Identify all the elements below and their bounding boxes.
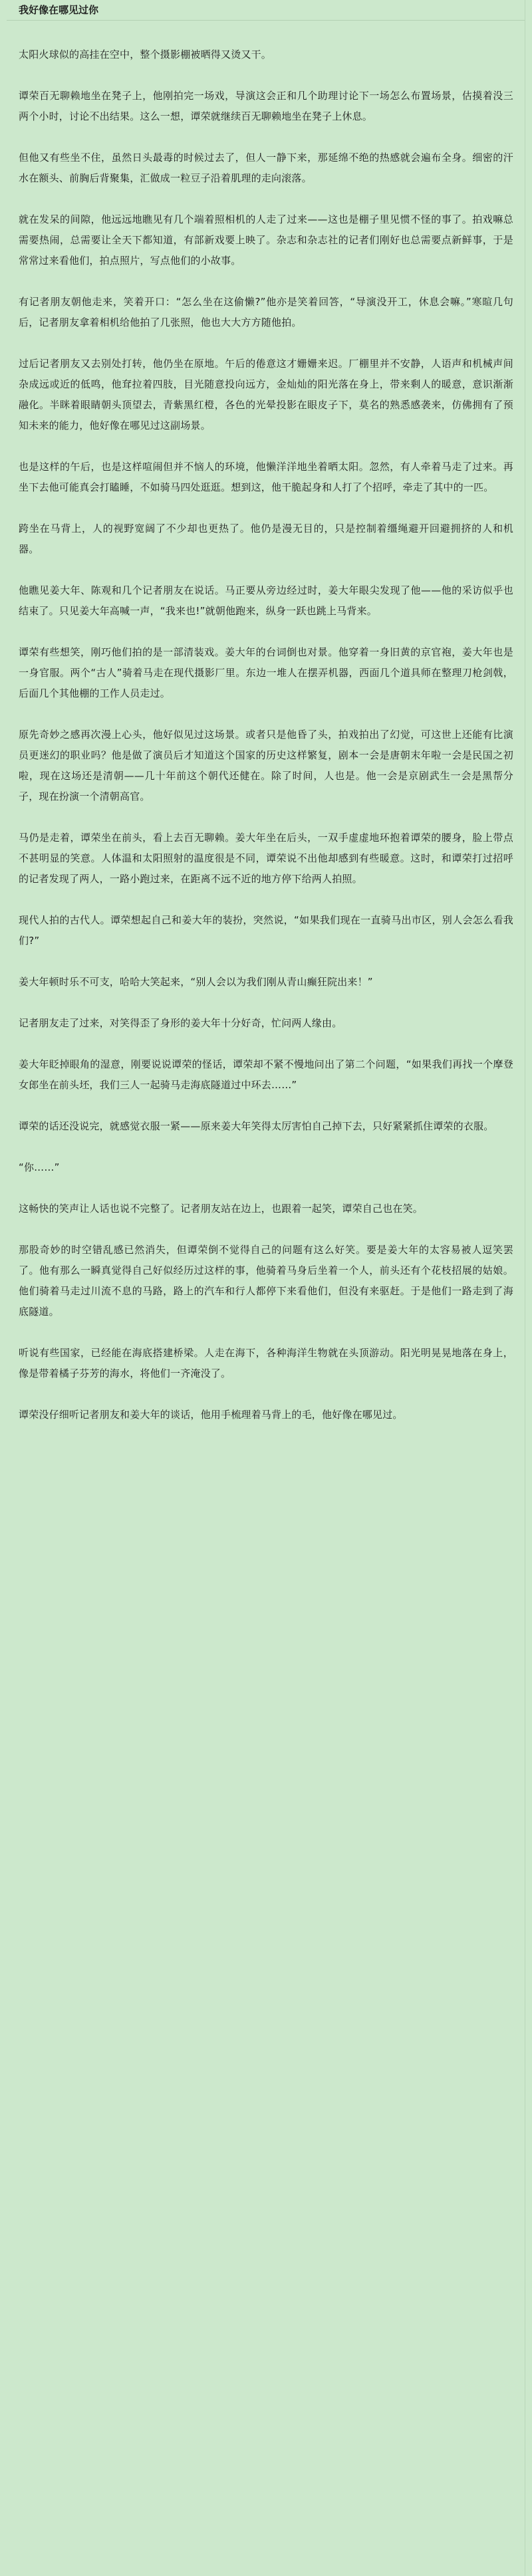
paragraph: 记者朋友走了过来，对笑得歪了身形的姜大年十分好奇，忙问两人缘由。 bbox=[19, 1017, 342, 1029]
paragraph: 跨坐在马背上，人的视野宽阔了不少却也更热了。他仍是漫无目的，只是控制着缰绳避开回避拥挤的人和机器。 bbox=[19, 523, 513, 555]
paragraph: 谭荣的话还没说完，就感觉衣服一紧——原来姜大年笑得太厉害怕自己掉下去，只好紧紧抓住谭荣的衣服。 bbox=[19, 1120, 494, 1132]
paragraph: 太阳火球似的高挂在空中，整个摄影棚被晒得又烫又干。 bbox=[19, 49, 272, 60]
paragraph: 姜大年顿时乐不可支，哈哈大笑起来，“别人会以为我们刚从青山癫狂院出来！” bbox=[19, 976, 373, 988]
paragraph: 现代人拍的古代人。谭荣想起自己和姜大年的装扮，突然说，“如果我们现在一直骑马出市区，别人会怎么看我们?” bbox=[19, 914, 513, 947]
paragraph: 但他又有些坐不住，虽然日头最毒的时候过去了，但人一静下来，那延绵不绝的热感就会遍布全身。细密的汗水在额头、前胸后背聚集，汇做成一粒豆子沿着肌理的走向滚落。 bbox=[19, 152, 513, 184]
paragraph: 有记者朋友朝他走来，笑着开口：“怎么坐在这偷懒?”他亦是笑着回答，“导演没开工，休息会嘛。”寒暄几句后，记者朋友拿着相机给他拍了几张照，他也大大方方随他拍。 bbox=[19, 296, 513, 328]
paragraph: 马仍是走着，谭荣坐在前头，看上去百无聊赖。姜大年坐在后头，一双手虚虚地环抱着谭荣的腰身，脸上带点不甚明显的笑意。人体温和太阳照射的温度很是不同，谭荣说不出他却感到有些暖意。这时，和谭荣打过招呼的记者发现了两人，一路小跑过来，在距离不远不近的地方停下给两人拍照。 bbox=[19, 832, 513, 885]
paragraph: 这畅快的笑声让人话也说不完整了。记者朋友站在边上，也跟着一起笑，谭荣自己也在笑。 bbox=[19, 1203, 424, 1215]
paragraph: 听说有些国家，已经能在海底搭建桥梁。人走在海下，各种海洋生物就在头顶游动。阳光明晃晃地落在身上，像是带着橘子芬芳的海水，将他们一齐淹没了。 bbox=[19, 1347, 513, 1379]
paragraph: 那股奇妙的时空错乱感已然消失，但谭荣倒不觉得自己的问题有这么好笑。要是姜大年的太容易被人逗笑罢了。他有那么一瞬真觉得自己好似经历过这样的事，他骑着马身后坐着一个人，前头还有个花枝招展的姑娘。他们骑着马走过川流不息的马路，路上的汽车和行人都停下来看他们，但没有来驱赶。于是他们一路走到了海底隧道。 bbox=[19, 1244, 513, 1318]
paragraph: 谭荣有些想笑，刚巧他们拍的是一部清装戏。姜大年的台词倒也对景。他穿着一身旧黄的京官袍，姜大年也是一身官服。两个“古人”骑着马走在现代摄影厂里。东边一堆人在摆弄机器，西面几个道具师在整理刀枪剑戟，后面几个其他棚的工作人员走过。 bbox=[19, 646, 513, 699]
paragraph: 过后记者朋友又去别处打转，他仍坐在原地。午后的倦意这才姗姗来迟。厂棚里并不安静，人语声和机械声间杂成远或近的低鸣，他耷拉着四肢，目光随意投向远方，金灿灿的阳光落在身上，带来剩人的暖意，意识渐渐融化。半眯着眼睛朝头顶望去，青紫黑红橙，各色的光晕投影在眼皮子下，莫名的熟悉感袭来，仿佛拥有了预知未来的能力，他好像在哪见过这副场景。 bbox=[19, 358, 513, 431]
paragraph: 就在发呆的间隙，他远远地瞧见有几个端着照相机的人走了过来——这也是棚子里见惯不怪的事了。拍戏嘛总需要热闹，总需要让全天下都知道，有部新戏要上映了。杂志和杂志社的记者们刚好也总需要点新鲜事，于是常常过来看他们，拍点照片，写点他们的小故事。 bbox=[19, 213, 513, 267]
paragraph: 姜大年眨掉眼角的湿意，刚要说说谭荣的怪话，谭荣却不紧不慢地问出了第二个问题，“如果我们再找一个摩登女郎坐在前头坯，我们三人一起骑马走海底隧道过中环去……” bbox=[19, 1058, 513, 1091]
paragraph: “你……” bbox=[19, 1161, 60, 1173]
paragraph: 原先奇妙之感再次漫上心头，他好似见过这场景。或者只是他昏了头，拍戏拍出了幻觉，可这世上还能有比演员更迷幻的职业吗？他是做了演员后才知道这个国家的历史这样繁复，剧本一会是唐朝末年啦一会是民国之初啦，现在这场还是清朝——几十年前这个朝代还健在。除了时间，人也是。他一会是京剧武生一会是黑帮分子，现在扮演一个清朝高官。 bbox=[19, 729, 513, 802]
paragraph: 谭荣百无聊赖地坐在凳子上，他刚拍完一场戏，导演这会正和几个助理讨论下一场怎么布置场景，估摸着没三两个小时，讨论不出结果。这么一想，谭荣就继续百无聊赖地坐在凳子上休息。 bbox=[19, 90, 513, 122]
paragraph: 他瞧见姜大年、陈观和几个记者朋友在说话。马正要从旁边经过时，姜大年眼尖发现了他——他的采访似乎也结束了。只见姜大年高喊一声，“我来也!”就朝他跑来，纵身一跃也跳上马背来。 bbox=[19, 584, 513, 617]
paragraph: 也是这样的午后，也是这样喧闹但并不恼人的环境，他懒洋洋地坐着晒太阳。忽然，有人牵着马走了过来。再坐下去他可能真会打瞌睡，不如骑马四处逛逛。想到这，他干脆起身和人打了个招呼，牵走了其中的一匹。 bbox=[19, 461, 513, 493]
article-body bbox=[19, 45, 513, 1425]
paragraph: 谭荣没仔细听记者朋友和姜大年的谈话，他用手梳理着马背上的毛，他好像在哪见过。 bbox=[19, 1409, 403, 1421]
title-divider bbox=[7, 20, 525, 21]
article-title: 我好像在哪见过你 bbox=[19, 4, 99, 16]
